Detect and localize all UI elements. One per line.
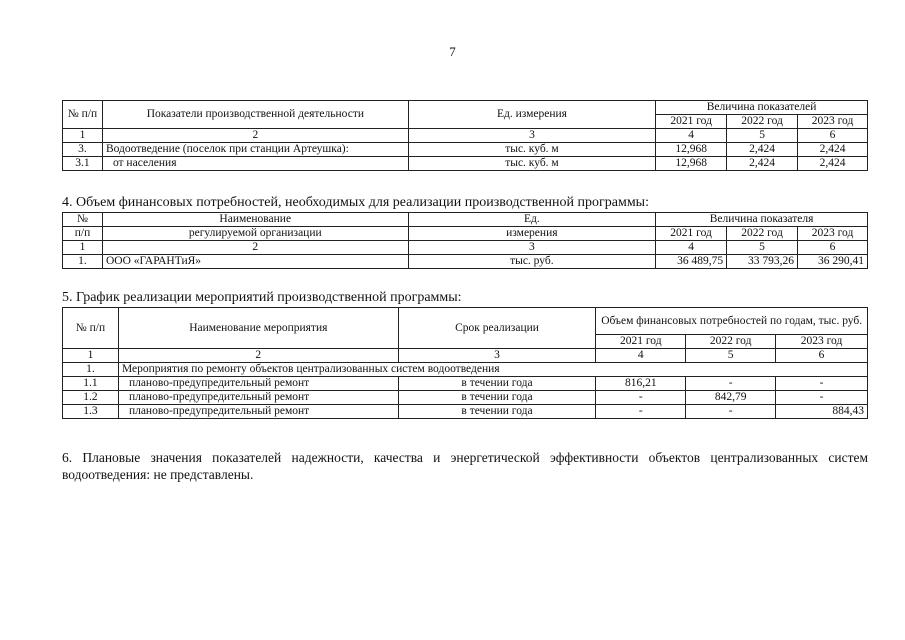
row-value: 2,424: [798, 157, 868, 171]
row-name: планово-предупредительный ремонт: [118, 405, 398, 419]
header-name: Наименование мероприятия: [118, 308, 398, 349]
col-number: 2: [118, 349, 398, 363]
row-no: 1.: [63, 255, 103, 269]
row-no: 1.3: [63, 405, 119, 419]
header-value: Величина показателей: [656, 101, 868, 115]
row-term: в течении года: [398, 377, 596, 391]
row-value: 36 489,75: [656, 255, 727, 269]
header-year: 2023 год: [798, 115, 868, 129]
table-row: [63, 143, 868, 157]
row-value: 12,968: [656, 157, 727, 171]
row-value: -: [776, 391, 868, 405]
row-no: 1.: [63, 363, 119, 377]
row-value: 12,968: [656, 143, 727, 157]
row-value: -: [686, 405, 776, 419]
col-number: 3: [408, 129, 655, 143]
header-unit: Ед. измерения: [408, 101, 655, 129]
header-no-line1: №: [63, 213, 103, 227]
header-value: Величина показателя: [656, 213, 868, 227]
row-no: 3.1: [63, 157, 103, 171]
row-no: 1.1: [63, 377, 119, 391]
row-value: 816,21: [596, 377, 686, 391]
header-year: 2021 год: [596, 335, 686, 349]
row-name: ООО «ГАРАНТиЯ»: [102, 255, 408, 269]
table-row: [63, 391, 868, 405]
table-row: [63, 377, 868, 391]
header-unit-line2: измерения: [408, 227, 656, 241]
header-term: Срок реализации: [398, 308, 596, 349]
col-number: 3: [398, 349, 596, 363]
table-row: [63, 405, 868, 419]
col-number: 5: [727, 129, 798, 143]
col-number: 4: [656, 241, 727, 255]
header-org-line1: Наименование: [102, 213, 408, 227]
schedule-table: [62, 307, 868, 419]
group-row: [63, 363, 868, 377]
section-6-text: 6. Плановые значения показателей надежности, качества и энергетической эффективности объектов централизованных систем водоотведения: не представлены.: [62, 450, 868, 482]
header-year: 2023 год: [798, 227, 868, 241]
page-number: 7: [449, 44, 456, 59]
col-number: 4: [656, 129, 727, 143]
row-value: -: [686, 377, 776, 391]
row-unit: тыс. куб. м: [408, 157, 655, 171]
row-value: 2,424: [727, 157, 798, 171]
numbering-row: [63, 241, 868, 255]
section-5-title: 5. График реализации мероприятий производственной программы:: [62, 290, 462, 305]
row-name: Водоотведение (поселок при станции Артеушка):: [102, 143, 408, 157]
header-year: 2022 год: [727, 227, 798, 241]
row-term: в течении года: [398, 391, 596, 405]
row-value: 2,424: [727, 143, 798, 157]
header-year: 2022 год: [686, 335, 776, 349]
row-value: 33 793,26: [727, 255, 798, 269]
row-unit: тыс. куб. м: [408, 143, 655, 157]
header-year: 2023 год: [776, 335, 868, 349]
col-number: 5: [686, 349, 776, 363]
numbering-row: [63, 349, 868, 363]
col-number: 5: [727, 241, 798, 255]
col-number: 1: [63, 129, 103, 143]
numbering-row: [63, 129, 868, 143]
header-year: 2021 год: [656, 227, 727, 241]
col-number: 6: [776, 349, 868, 363]
header-no: № п/п: [63, 101, 103, 129]
table-row: [63, 157, 868, 171]
row-value: -: [596, 391, 686, 405]
row-value: -: [596, 405, 686, 419]
row-value: 884,43: [776, 405, 868, 419]
header-year: 2022 год: [727, 115, 798, 129]
col-number: 4: [596, 349, 686, 363]
production-indicators-table: [62, 100, 868, 171]
header-no-line2: п/п: [63, 227, 103, 241]
header-finance: Объем финансовых потребностей по годам, тыс. руб.: [596, 308, 868, 335]
col-number: 1: [63, 349, 119, 363]
header-no: № п/п: [63, 308, 119, 349]
row-no: 3.: [63, 143, 103, 157]
row-unit: тыс. руб.: [408, 255, 656, 269]
financial-needs-table: [62, 212, 868, 269]
table-row: [63, 255, 868, 269]
header-year: 2021 год: [656, 115, 727, 129]
col-number: 6: [798, 129, 868, 143]
row-term: в течении года: [398, 405, 596, 419]
col-number: 2: [102, 241, 408, 255]
row-name: от населения: [102, 157, 408, 171]
row-no: 1.2: [63, 391, 119, 405]
row-value: 36 290,41: [798, 255, 868, 269]
row-value: -: [776, 377, 868, 391]
section-4-title: 4. Объем финансовых потребностей, необходимых для реализации производственной программы:: [62, 195, 649, 210]
header-org-line2: регулируемой организации: [102, 227, 408, 241]
row-name: планово-предупредительный ремонт: [118, 391, 398, 405]
row-value: 2,424: [798, 143, 868, 157]
row-value: 842,79: [686, 391, 776, 405]
row-name: планово-предупредительный ремонт: [118, 377, 398, 391]
group-name: Мероприятия по ремонту объектов централизованных систем водоотведения: [118, 363, 867, 377]
col-number: 6: [798, 241, 868, 255]
header-indicator: Показатели производственной деятельности: [102, 101, 408, 129]
header-unit-line1: Ед.: [408, 213, 656, 227]
col-number: 1: [63, 241, 103, 255]
col-number: 3: [408, 241, 656, 255]
col-number: 2: [102, 129, 408, 143]
